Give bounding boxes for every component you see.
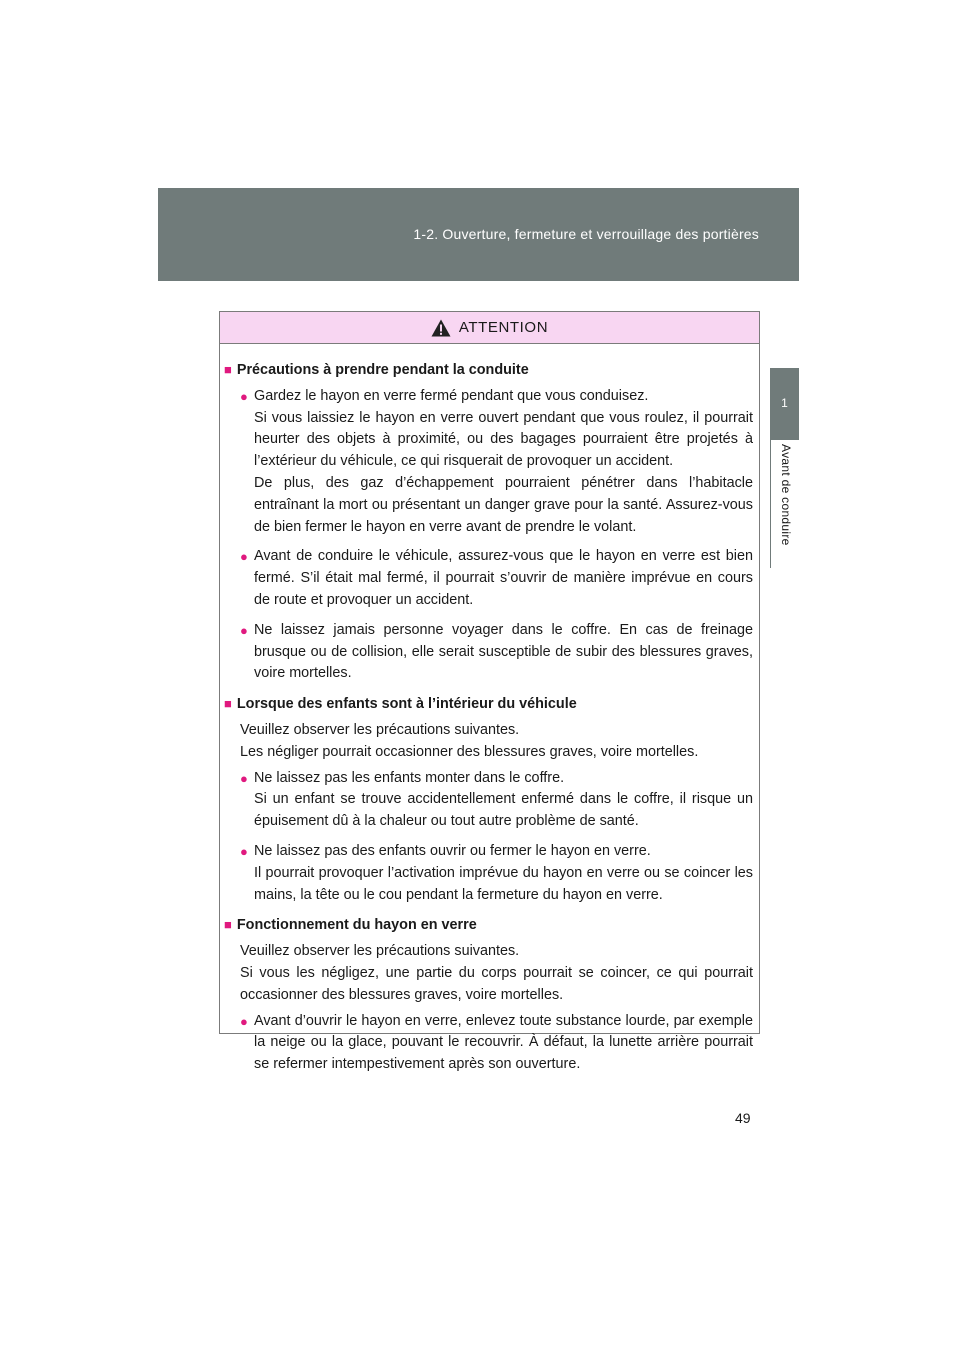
- bullet-item: [224, 620, 753, 685]
- bullet-dot-icon: ●: [240, 1013, 248, 1029]
- bullet-dot-icon: ●: [240, 843, 248, 859]
- bullet-item: [224, 386, 753, 539]
- caution-content: [220, 344, 759, 1076]
- intro-paragraph: Si vous les négligez, une partie du corps pourrait se coincer, ce qui pourrait occasionner des blessures graves, voire mortelles.: [240, 964, 753, 1003]
- bullet-item: [224, 1011, 753, 1076]
- intro-paragraph: Les négliger pourrait occasionner des blessures graves, voire mortelles.: [240, 743, 699, 760]
- section-title-text: Fonctionnement du hayon en verre: [236, 917, 477, 934]
- section-title: [224, 914, 753, 937]
- bullet-paragraph: Il pourrait provoquer l’activation imprévue du hayon en verre ou se coincer les mains, la tête ou le cou pendant la fermeture du hayon en verre.: [254, 864, 753, 903]
- caution-header: [220, 312, 759, 344]
- section-square-icon: ■: [224, 917, 232, 933]
- section-title-text: Précautions à prendre pendant la conduite: [236, 362, 529, 378]
- bullet-dot-icon: ●: [240, 549, 248, 565]
- chapter-number: 1: [781, 396, 788, 410]
- bullet-paragraph: De plus, des gaz d’échappement pourraient pénétrer dans l’habitacle entraînant la mort ou présentant un danger grave pour la santé. Assurez-vous de bien fermer le hayon en verre avant de prendre le volant.: [254, 474, 753, 535]
- chapter-side-tab: [770, 368, 799, 440]
- section-title: [224, 359, 753, 382]
- caution-box: [219, 311, 760, 1073]
- bullet-paragraph: Ne laissez jamais personne voyager dans le coffre. En cas de freinage brusque ou de collision, elle serait susceptible de subir des blessures graves, voire mortelles.: [254, 621, 753, 682]
- intro-paragraph: Veuillez observer les précautions suivantes.: [240, 943, 520, 960]
- section-title: [224, 693, 753, 716]
- bullet-paragraph: Gardez le hayon en verre fermé pendant que vous conduisez.: [254, 387, 649, 404]
- page-number: 49: [735, 1110, 751, 1126]
- section-square-icon: ■: [224, 696, 232, 712]
- bullet-dot-icon: ●: [240, 622, 248, 638]
- bullet-paragraph: Si un enfant se trouve accidentellement enfermé dans le coffre, il risque un épuisement dû à la chaleur ou tout autre problème de santé.: [254, 791, 753, 830]
- bullet-paragraph: Avant de conduire le véhicule, assurez-vous que le hayon en verre est bien fermé. S’il était mal fermé, il pourrait s’ouvrir de manière imprévue en cours de route et provoquer un accident.: [254, 548, 753, 608]
- bullet-dot-icon: ●: [240, 770, 248, 786]
- chapter-header-bar: [158, 188, 799, 281]
- chapter-header-title: 1-2. Ouverture, fermeture et verrouillage des portières: [413, 226, 759, 242]
- bullet-paragraph: Avant d’ouvrir le hayon en verre, enlevez toute substance lourde, par exemple la neige ou la glace, pouvant le recouvrir. À défaut, la lunette arrière pourrait se refermer intempestivement après son ouverture.: [254, 1012, 753, 1073]
- bullet-item: [224, 841, 753, 906]
- bullet-paragraph: Ne laissez pas les enfants monter dans le coffre.: [254, 769, 565, 786]
- section-title-text: Lorsque des enfants sont à l’intérieur du véhicule: [236, 696, 577, 713]
- chapter-side-label: Avant de conduire: [779, 444, 793, 546]
- bullet-paragraph: Si vous laissiez le hayon en verre ouvert pendant que vous roulez, il pourrait heurter des objets à proximité, ou des bagages pourraient être projetés à l’extérieur du véhicule, ce qui risquerait de provoquer un accident.: [254, 409, 753, 470]
- bullet-paragraph: Ne laissez pas des enfants ouvrir ou fermer le hayon en verre.: [254, 842, 651, 859]
- bullet-item: [224, 546, 753, 611]
- section-intro: [224, 720, 753, 764]
- intro-paragraph: Veuillez observer les précautions suivantes.: [240, 721, 520, 738]
- section-square-icon: ■: [224, 362, 232, 377]
- bullet-item: [224, 768, 753, 833]
- caution-title: ATTENTION: [458, 319, 549, 336]
- bullet-dot-icon: ●: [240, 388, 248, 404]
- side-tab-divider: [770, 440, 771, 568]
- section-intro: [224, 941, 753, 1006]
- warning-triangle-icon: [431, 319, 451, 337]
